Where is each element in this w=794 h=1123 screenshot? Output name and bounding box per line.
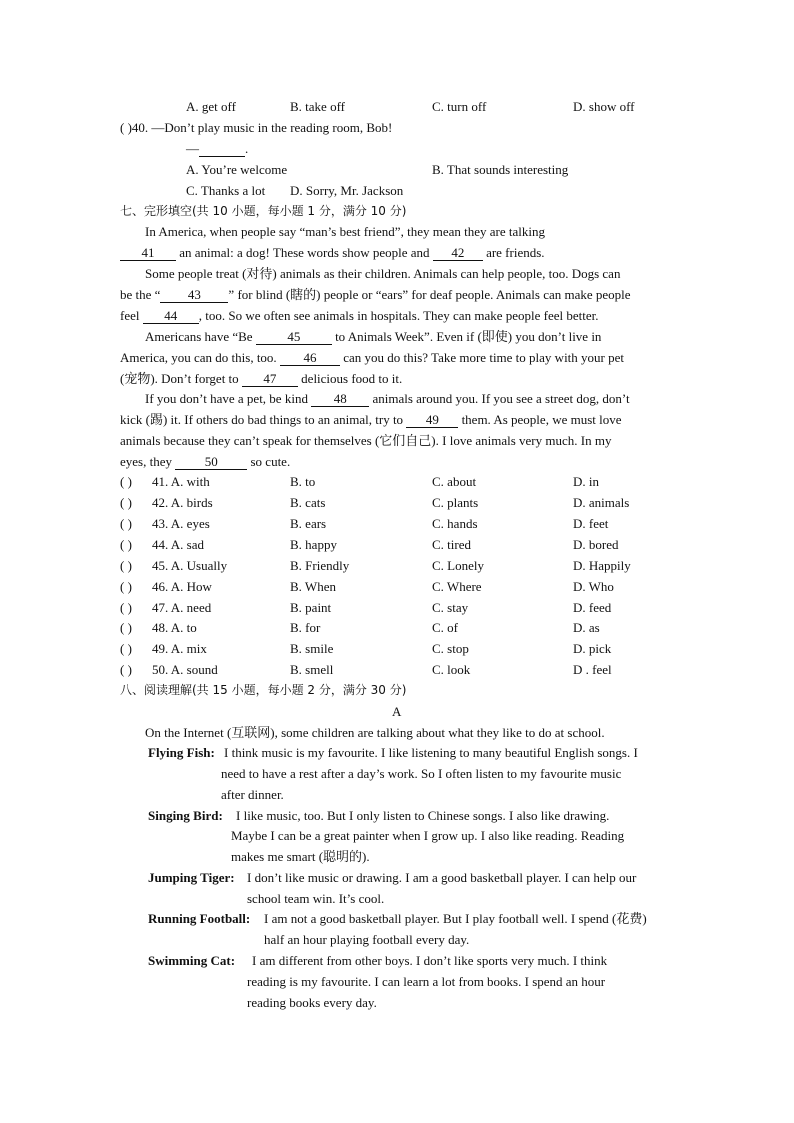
blank-42: 42 — [433, 246, 483, 261]
option-b: B. cats — [290, 495, 326, 510]
question-row — [120, 495, 680, 510]
cloze-p2-line3: feel 44 , too. So we often see animals in hospitals. They can make people feel better. — [120, 308, 599, 323]
option-a: 41. A. with — [152, 474, 210, 489]
cloze-p1-line2: 41 an animal: a dog! These words show people and 42 are friends. — [120, 245, 545, 261]
speaker-text-line: school team win. It’s cool. — [247, 891, 385, 906]
option-a: 47. A. need — [152, 600, 212, 615]
option-d: D. pick — [573, 641, 612, 656]
q39-option-d: D. show off — [573, 99, 635, 114]
cloze-p3-line2: America, you can do this, too. 46 can you do this? Take more time to play with your pet — [120, 350, 625, 365]
speaker-name: Jumping Tiger: — [148, 870, 235, 885]
speaker-text-line: I don’t like music or drawing. I am a good basketball player. I can help our — [247, 870, 637, 885]
option-b: B. Friendly — [290, 558, 350, 573]
blank-45: 45 — [256, 330, 332, 345]
q40-options-2 — [120, 183, 680, 198]
q40-stem: ( )40. —Don’t play music in the reading room, Bob! — [120, 120, 393, 135]
cloze-p4-line1: If you don’t have a pet, be kind 48 animals around you. If you see a street dog, don’t — [145, 391, 630, 406]
speaker-text-line: Maybe I can be a great painter when I grow up. I also like reading. Reading — [231, 828, 625, 843]
q39-option-a: A. get off — [186, 99, 236, 114]
question-row — [120, 516, 680, 531]
blank-46: 46 — [280, 351, 340, 366]
speaker-text-line: I think music is my favourite. I like listening to many beautiful English songs. I — [224, 745, 638, 760]
option-b: B. ears — [290, 516, 327, 531]
blank-48: 48 — [311, 392, 369, 407]
section8-title: 八、阅读理解(共 15 小题，每小题 2 分，满分 30 分) — [120, 683, 407, 697]
option-c: C. tired — [432, 537, 471, 552]
option-a: 43. A. eyes — [152, 516, 210, 531]
option-d: D. in — [573, 474, 599, 489]
option-d: D . feel — [573, 662, 612, 677]
cloze-p4-line3: animals because they can’t speak for themselves (它们自己). I love animals very much. In my — [120, 433, 612, 448]
cloze-p2-line1: Some people treat (对待) animals as their children. Animals can help people, too. Dogs can — [145, 266, 621, 281]
option-c: C. plants — [432, 495, 479, 510]
question-row — [120, 620, 680, 635]
question-row — [120, 579, 680, 594]
speaker-name: Running Football: — [148, 911, 251, 926]
blank-44: 44 — [143, 309, 199, 324]
option-c: C. Lonely — [432, 558, 484, 573]
speaker-text-line: I am not a good basketball player. But I play football well. I spend (花费) — [264, 911, 647, 926]
blank-47: 47 — [242, 372, 298, 387]
q40-option-b: B. That sounds interesting — [432, 162, 569, 177]
speaker-name: Swimming Cat: — [148, 953, 236, 968]
speaker-name: Singing Bird: — [148, 808, 223, 823]
answer-paren: ( ) — [120, 620, 132, 635]
blank-49: 49 — [406, 413, 458, 428]
option-c: C. look — [432, 662, 471, 677]
speaker-text-line: I am different from other boys. I don’t like sports very much. I think — [252, 953, 608, 968]
option-b: B. smile — [290, 641, 334, 656]
answer-paren: ( ) — [120, 537, 132, 552]
option-b: B. happy — [290, 537, 337, 552]
option-c: C. about — [432, 474, 477, 489]
section7-title: 七、完形填空(共 10 小题，每小题 1 分，满分 10 分) — [120, 204, 407, 218]
speaker-text-line: half an hour playing football every day. — [264, 932, 470, 947]
option-b: B. paint — [290, 600, 332, 615]
option-a: 46. A. How — [152, 579, 212, 594]
answer-paren: ( ) — [120, 579, 132, 594]
option-a: 48. A. to — [152, 620, 197, 635]
option-a: 44. A. sad — [152, 537, 204, 552]
q39-options — [120, 99, 680, 114]
q40-options-1 — [120, 162, 680, 177]
option-d: D. Who — [573, 579, 614, 594]
question-row — [120, 558, 680, 573]
option-d: D. bored — [573, 537, 619, 552]
option-a: 49. A. mix — [152, 641, 207, 656]
option-d: D. feed — [573, 600, 612, 615]
speaker-text-line: after dinner. — [221, 787, 284, 802]
option-c: C. stop — [432, 641, 469, 656]
speaker-text-line: reading books every day. — [247, 995, 377, 1010]
answer-paren: ( ) — [120, 558, 132, 573]
q39-option-b: B. take off — [290, 99, 345, 114]
q39-option-c: C. turn off — [432, 99, 487, 114]
option-c: C. of — [432, 620, 458, 635]
cloze-p4-line2: kick (踢) it. If others do bad things to an animal, try to 49 them. As people, we must love — [120, 412, 622, 427]
option-c: C. stay — [432, 600, 469, 615]
cloze-p3-line3: (宠物). Don’t forget to 47 delicious food to it. — [120, 371, 403, 386]
speaker-text-line: makes me smart (聪明的). — [231, 849, 370, 864]
question-row — [120, 662, 680, 677]
answer-paren: ( ) — [120, 495, 132, 510]
cloze-p4-line4: eyes, they 50 so cute. — [120, 454, 291, 469]
passage-intro: On the Internet (互联网), some children are talking about what they like to do at school. — [145, 725, 605, 740]
question-row — [120, 600, 680, 615]
speaker-text-line: I like music, too. But I only listen to Chinese songs. I also like drawing. — [236, 808, 610, 823]
cloze-p2-line2: be the “ 43 ” for blind (瞎的) people or “ears” for deaf people. Animals can make people — [120, 287, 631, 302]
option-c: C. hands — [432, 516, 478, 531]
answer-paren: ( ) — [120, 600, 132, 615]
option-b: B. When — [290, 579, 336, 594]
option-d: D. as — [573, 620, 600, 635]
speaker-text-line: need to have a rest after a day’s work. So I often listen to my favourite music — [221, 766, 622, 781]
q40-response: — . — [186, 141, 249, 156]
option-d: D. feet — [573, 516, 609, 531]
blank-50: 50 — [175, 455, 247, 470]
option-a: 45. A. Usually — [152, 558, 228, 573]
option-d: D. animals — [573, 495, 630, 510]
option-a: 50. A. sound — [152, 662, 218, 677]
question-row — [120, 474, 680, 489]
speaker-text-line: reading is my favourite. I can learn a lot from books. I spend an hour — [247, 974, 606, 989]
option-a: 42. A. birds — [152, 495, 213, 510]
q40-option-a: A. You’re welcome — [186, 162, 288, 177]
option-d: D. Happily — [573, 558, 631, 573]
option-b: B. smell — [290, 662, 334, 677]
cloze-p1-line1: In America, when people say “man’s best friend”, they mean they are talking — [145, 224, 545, 239]
answer-paren: ( ) — [120, 120, 132, 135]
q40-option-c: C. Thanks a lot — [186, 183, 266, 198]
blank-41: 41 — [120, 246, 176, 261]
answer-blank — [199, 142, 245, 157]
question-row — [120, 537, 680, 552]
blank-43: 43 — [160, 288, 228, 303]
answer-paren: ( ) — [120, 516, 132, 531]
speaker-name: Flying Fish: — [148, 745, 215, 760]
question-row — [120, 641, 680, 656]
q40-option-d: D. Sorry, Mr. Jackson — [290, 183, 404, 198]
cloze-p3-line1: Americans have “Be 45 to Animals Week”. Even if (即使) you don’t live in — [145, 329, 602, 344]
answer-paren: ( ) — [120, 662, 132, 677]
option-b: B. to — [290, 474, 316, 489]
option-c: C. Where — [432, 579, 482, 594]
answer-paren: ( ) — [120, 641, 132, 656]
option-b: B. for — [290, 620, 321, 635]
answer-paren: ( ) — [120, 474, 132, 489]
passage-letter: A — [392, 704, 402, 719]
